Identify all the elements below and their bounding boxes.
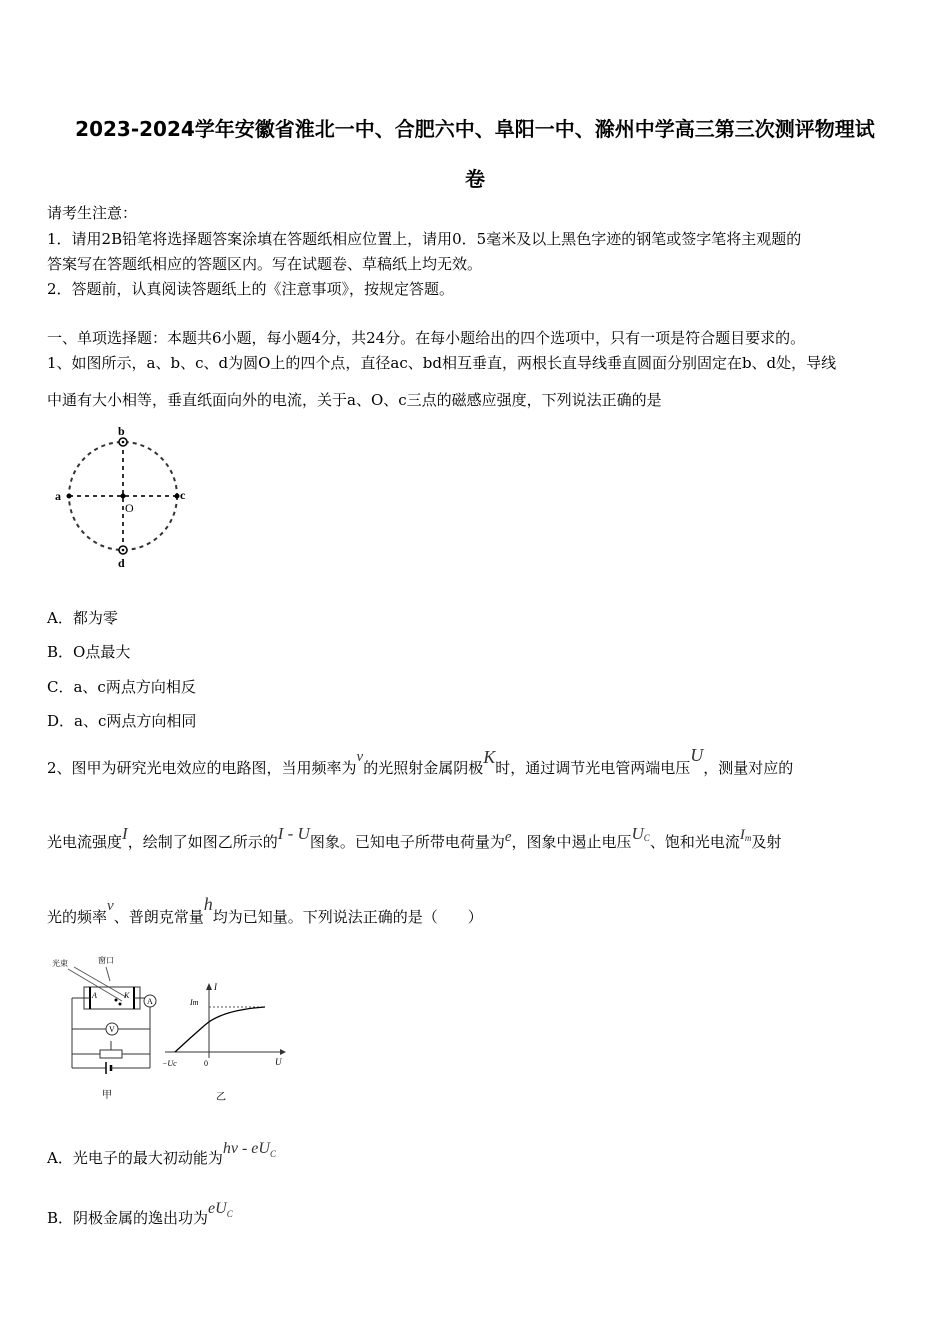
label-axis-u: U xyxy=(275,1057,282,1067)
label-d: d xyxy=(118,556,125,570)
label-fig-yi: 乙 xyxy=(216,1092,226,1103)
q1-circle-figure xyxy=(50,422,200,574)
q2-circuit-figure xyxy=(50,953,162,1103)
notice-heading: 请考生注意： xyxy=(47,204,138,222)
section-heading: 一、单项选择题：本题共6小题，每小题4分，共24分。在每小题给出的四个选项中，只有一项是符合题目要求的。 xyxy=(47,329,806,347)
q2-option-b[interactable]: B．阴极金属的逸出功为$eU^C$ xyxy=(47,1200,233,1227)
point-a xyxy=(67,494,72,499)
page-title-line1: 2023-2024学年安徽省淮北一中、合肥六中、阜阳一中、滁州中学高三第三次测评物理试 xyxy=(75,117,875,141)
q1-option-b[interactable]: B．O点最大 xyxy=(47,643,131,661)
q2-text-line3: 光的频率v、普朗克常量h均为已知量。下列说法正确的是（ ） xyxy=(47,894,483,926)
point-o xyxy=(121,494,126,499)
q1-option-a[interactable]: A．都为零 xyxy=(47,609,118,627)
notice-item-2: 2．答题前，认真阅读答题纸上的《注意事项》，按规定答题。 xyxy=(47,280,455,298)
page-title-line2: 卷 xyxy=(465,167,485,191)
iu-curve xyxy=(175,1007,265,1052)
label-c: c xyxy=(180,488,186,502)
q2-text-line1: 2、图甲为研究光电效应的电路图，当用频率为v的光照射金属阴极K时，通过调节光电管两端电压U，测量对应的 xyxy=(47,745,794,777)
q1-text-line1: 1、如图所示，a、b、c、d为圆O上的四个点，直径ac、bd相互垂直，两根长直导线垂直圆面分别固定在b、d处，导线 xyxy=(47,354,837,372)
label-a: a xyxy=(55,489,61,503)
q1-option-c[interactable]: C．a、c两点方向相反 xyxy=(47,678,196,696)
label-origin: 0 xyxy=(204,1059,208,1068)
notice-item-1-line2: 答案写在答题纸相应的答题区内。写在试题卷、草稿纸上均无效。 xyxy=(47,255,483,273)
label-im: Im xyxy=(190,998,199,1007)
label-neg-uc: −Uc xyxy=(162,1059,177,1068)
q1-text-line2: 中通有大小相等，垂直纸面向外的电流，关于a、O、c三点的磁感应强度，下列说法正确的是 xyxy=(47,391,662,409)
label-light-beam: 光束 xyxy=(52,959,68,968)
label-b: b xyxy=(118,424,125,438)
light-ray-2 xyxy=(74,967,126,997)
rheostat-icon xyxy=(100,1050,122,1058)
label-cathode: K xyxy=(124,991,130,1000)
q2-option-a[interactable]: A．光电子的最大初动能为hv - $eU^C$ xyxy=(47,1140,276,1167)
label-ammeter: A xyxy=(147,997,153,1006)
label-o: O xyxy=(125,501,134,515)
point-c xyxy=(175,494,180,499)
label-fig-jia: 甲 xyxy=(102,1090,112,1101)
label-window: 窗口 xyxy=(98,956,114,965)
label-voltmeter: V xyxy=(109,1025,115,1034)
q1-option-d[interactable]: D．a、c两点方向相同 xyxy=(47,712,197,730)
q2-text-line2: 光电流强度I，绘制了如图乙所示的I - U图象。已知电子所带电荷量为e，图象中遏止电压$U^C$、饱和光电流$I^m$及射 xyxy=(47,824,782,851)
q2-iu-graph xyxy=(160,980,290,1103)
label-axis-i: I xyxy=(214,982,217,992)
notice-item-1-line1: 1．请用2B铅笔将选择题答案涂填在答题纸相应位置上，请用0．5毫米及以上黑色字迹的钢笔或签字笔将主观题的 xyxy=(47,230,802,248)
label-anode: A xyxy=(92,991,97,1000)
